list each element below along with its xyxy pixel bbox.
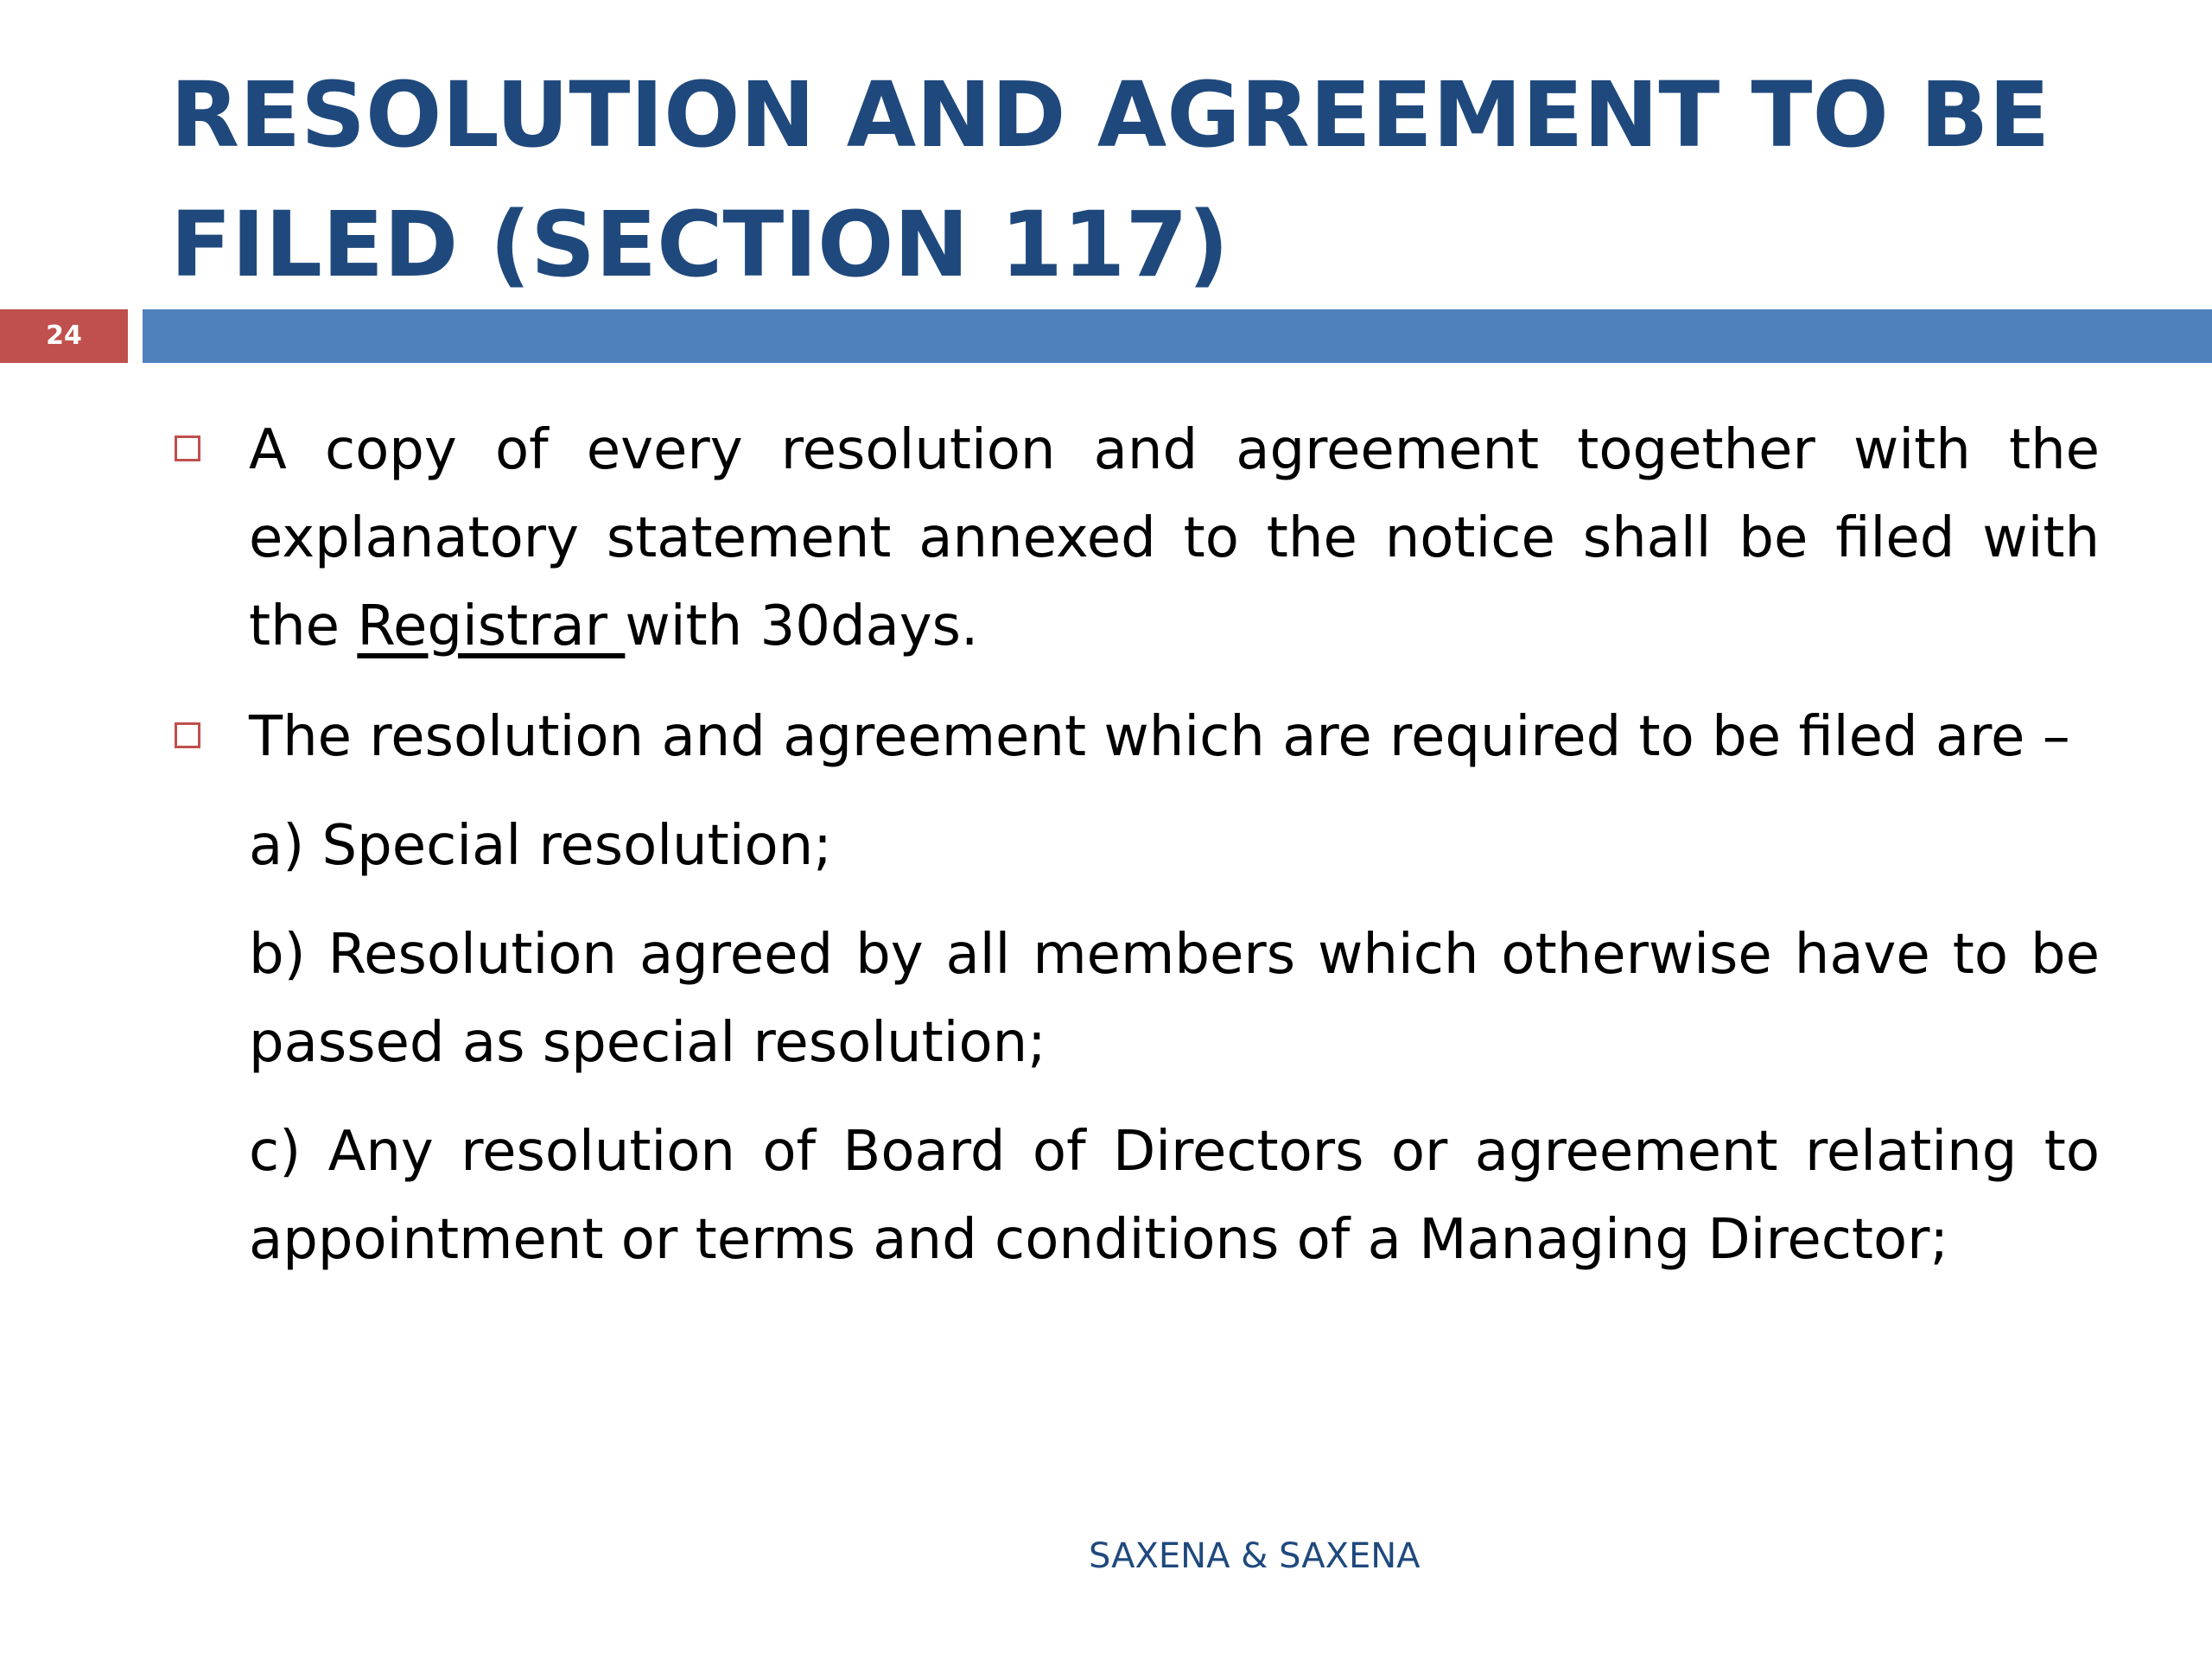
bullet-item-required — [173, 693, 2100, 781]
hollow-square-icon — [175, 435, 200, 461]
bullet-item-filing — [173, 406, 2100, 671]
title-divider-bar — [143, 309, 2212, 363]
bullet-text: The resolution and agreement which are required to be filed are – — [249, 705, 2070, 769]
footer-text: SAXENA & SAXENA — [1089, 1536, 1421, 1576]
slide-title: RESOLUTION AND AGREEMENT TO BE FILED (SECTION 117) — [170, 62, 2050, 297]
slide-number-badge: 24 — [0, 309, 128, 363]
slide-content — [173, 406, 2100, 1284]
sub-item-c: c) Any resolution of Board of Directors or agreement relating to appointment or terms and conditions of a Managing Director; — [249, 1120, 2100, 1272]
hollow-square-icon — [175, 722, 200, 748]
sub-item-a: a) Special resolution; — [249, 814, 832, 878]
bullet-text-after: with 30days. — [625, 594, 979, 658]
registrar-term: Registrar — [357, 594, 626, 658]
sub-item-b: b) Resolution agreed by all members which otherwise have to be passed as special resolution; — [249, 923, 2100, 1075]
bullet-text-before: A copy of every resolution and agreement together with the explanatory statement annexed to the notice shall be filed with the — [249, 418, 2100, 658]
